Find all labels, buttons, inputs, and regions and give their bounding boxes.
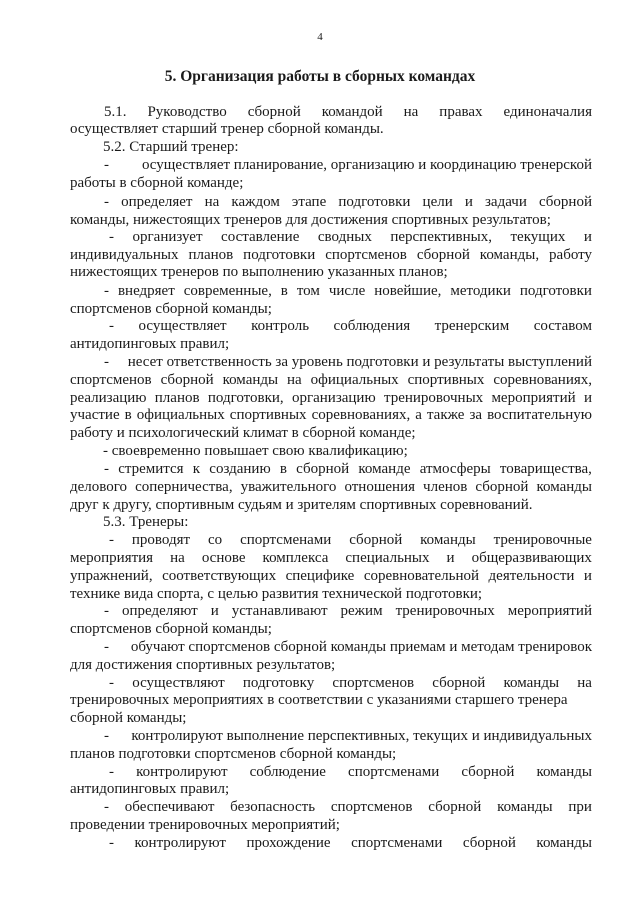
text-line: спортсменов сборной команды; bbox=[70, 621, 272, 637]
text-line: антидопинговых правил; bbox=[70, 781, 230, 797]
word: спортивных bbox=[407, 372, 485, 388]
word: со bbox=[207, 532, 223, 548]
word: подготовки bbox=[243, 247, 316, 263]
word: спортсменами bbox=[240, 532, 332, 548]
word: сборной bbox=[416, 247, 470, 263]
word: спортсменов bbox=[70, 372, 152, 388]
section-title: 5. Организация работы в сборных командах bbox=[164, 68, 476, 85]
word: текущих bbox=[510, 229, 566, 245]
text-line: команды, нижестоящих тренеров для достижения спортивных результатов; bbox=[70, 212, 551, 228]
text-line bbox=[70, 568, 592, 585]
word: планов bbox=[188, 247, 234, 263]
word: спортсменов bbox=[330, 799, 413, 815]
word: деятельности bbox=[488, 568, 575, 584]
word: а bbox=[415, 407, 422, 423]
word: атмосферы bbox=[419, 461, 491, 477]
word: - bbox=[109, 675, 114, 691]
text-line bbox=[109, 229, 592, 246]
word: и bbox=[464, 194, 473, 210]
word: соблюдение bbox=[249, 764, 326, 780]
word: в bbox=[279, 461, 287, 477]
word: сборной bbox=[432, 675, 486, 691]
text-line: - своевременно повышает свою квалификацию; bbox=[103, 443, 408, 459]
word: 5.1. bbox=[104, 104, 127, 120]
word: соответствующих bbox=[162, 568, 277, 584]
word: - bbox=[104, 194, 109, 210]
word: - bbox=[104, 354, 109, 370]
word: сборной bbox=[349, 532, 403, 548]
word: - bbox=[104, 461, 109, 477]
text-line: технике вида спорта, с целью развития технической подготовки; bbox=[70, 586, 483, 602]
word: внедряет bbox=[117, 283, 175, 299]
text-line bbox=[109, 764, 592, 781]
word: цели bbox=[422, 194, 453, 210]
text-line bbox=[70, 479, 592, 496]
word: новейшие, bbox=[374, 283, 442, 299]
word: тренировочных bbox=[383, 390, 484, 406]
word: обучают спортсменов сборной команды приемам и методам тренировок bbox=[130, 639, 592, 655]
word: товарищества, bbox=[499, 461, 592, 477]
word: команды bbox=[536, 764, 592, 780]
text-line: работу и психологический климат в сборной команде; bbox=[70, 425, 416, 441]
word: том bbox=[296, 283, 320, 299]
text-line: сборной команды; bbox=[70, 710, 187, 726]
word: тренерским bbox=[434, 318, 510, 334]
word: в bbox=[124, 407, 132, 423]
word: контролируют bbox=[136, 764, 228, 780]
word: сводных bbox=[317, 229, 372, 245]
page-number: 4 bbox=[317, 31, 323, 43]
text-line: для достижения спортивных результатов; bbox=[70, 657, 336, 673]
word: несет ответственность за уровень подготовки и результаты выступлений bbox=[127, 354, 592, 370]
word: тренировочные bbox=[493, 532, 592, 548]
text-line bbox=[109, 835, 592, 852]
word: и bbox=[583, 229, 592, 245]
word: составом bbox=[533, 318, 592, 334]
word: соблюдения bbox=[333, 318, 411, 334]
word: планов bbox=[154, 390, 200, 406]
text-line: 5.2. Старший тренер: bbox=[103, 139, 239, 155]
word: - bbox=[104, 157, 109, 173]
text-line: тренировочных мероприятиях в соответствии с указаниями старшего тренера bbox=[70, 692, 568, 708]
word: командой bbox=[321, 104, 383, 120]
word: на bbox=[577, 675, 592, 691]
word: команды bbox=[536, 835, 592, 851]
word: спортивных bbox=[229, 407, 307, 423]
word: отношения bbox=[344, 479, 415, 495]
word: работу bbox=[549, 247, 592, 263]
word: задачи bbox=[485, 194, 527, 210]
word: обеспечивают bbox=[124, 799, 215, 815]
word: осуществляет bbox=[138, 318, 227, 334]
word: подготовки bbox=[519, 283, 592, 299]
word: на bbox=[204, 194, 220, 210]
text-line bbox=[70, 550, 592, 567]
word: в bbox=[280, 283, 288, 299]
word: команды bbox=[503, 675, 560, 691]
word: Руководство bbox=[147, 104, 227, 120]
word: спортсменов bbox=[332, 675, 415, 691]
word: на bbox=[403, 104, 419, 120]
word: безопасность bbox=[230, 799, 316, 815]
word: этапе bbox=[291, 194, 327, 210]
word: проводят bbox=[131, 532, 191, 548]
word: определяют bbox=[122, 603, 198, 619]
word: спортсменами bbox=[351, 835, 443, 851]
text-line bbox=[104, 194, 592, 211]
word: команды bbox=[420, 532, 476, 548]
word: упражнений, bbox=[70, 568, 153, 584]
word: подготовки, bbox=[207, 390, 284, 406]
word: участие bbox=[70, 407, 120, 423]
word: команде bbox=[358, 461, 411, 477]
word: делового bbox=[70, 479, 128, 495]
text-line bbox=[104, 728, 592, 745]
word: официальных bbox=[136, 407, 225, 423]
word: организацию bbox=[291, 390, 376, 406]
word: и bbox=[446, 550, 455, 566]
word: - bbox=[104, 283, 109, 299]
word: воспитательную bbox=[487, 407, 592, 423]
word: сборной bbox=[428, 799, 482, 815]
text-line bbox=[104, 639, 592, 656]
word: единоначалия bbox=[503, 104, 592, 120]
word: организует bbox=[132, 229, 203, 245]
text-line: планов подготовки спортсменов сборной команды; bbox=[70, 746, 397, 762]
word: - bbox=[104, 639, 109, 655]
word: контролируют выполнение перспективных, текущих и индивидуальных bbox=[131, 728, 592, 744]
text-line bbox=[104, 603, 592, 620]
word: индивидуальных bbox=[70, 247, 179, 263]
text-line bbox=[109, 675, 592, 692]
word: правах bbox=[439, 104, 483, 120]
word: соревнованиях, bbox=[493, 372, 592, 388]
word: сборной bbox=[475, 479, 529, 495]
word: режим bbox=[340, 603, 383, 619]
word: сборной bbox=[247, 104, 301, 120]
word: тренировочных bbox=[395, 603, 495, 619]
word: числе bbox=[328, 283, 366, 299]
word: составление bbox=[221, 229, 300, 245]
word: сборной bbox=[462, 835, 516, 851]
text-line: друг к другу, спортивным судьям и зрителям спортивных соревнований. bbox=[70, 497, 533, 513]
word: специальных bbox=[345, 550, 430, 566]
word: сборной bbox=[538, 194, 592, 210]
word: осуществляет планирование, организацию и координацию тренерской bbox=[141, 157, 592, 173]
text-line bbox=[70, 247, 592, 264]
word: подготовки bbox=[338, 194, 411, 210]
text-line: 5.3. Тренеры: bbox=[103, 514, 189, 530]
text-line: работы в сборной команде; bbox=[70, 175, 244, 191]
text-line bbox=[104, 104, 592, 121]
word: команды bbox=[222, 372, 279, 388]
word: контроль bbox=[251, 318, 310, 334]
word: команды bbox=[497, 799, 553, 815]
word: и bbox=[210, 603, 219, 619]
word: - bbox=[109, 318, 114, 334]
word: устанавливают bbox=[231, 603, 328, 619]
text-line bbox=[104, 799, 592, 816]
word: также bbox=[426, 407, 465, 423]
word: при bbox=[568, 799, 592, 815]
word: основе bbox=[201, 550, 246, 566]
word: сборной bbox=[160, 372, 214, 388]
word: - bbox=[109, 229, 114, 245]
word: созданию bbox=[209, 461, 271, 477]
text-line: проведении тренировочных мероприятий; bbox=[70, 817, 340, 833]
word: сборной bbox=[461, 764, 515, 780]
word: - bbox=[109, 835, 114, 851]
word: соревнованиях, bbox=[311, 407, 411, 423]
text-line bbox=[104, 461, 592, 478]
word: определяет bbox=[121, 194, 193, 210]
word: спортсменами bbox=[348, 764, 440, 780]
word: на bbox=[287, 372, 302, 388]
text-line bbox=[70, 372, 592, 389]
word: прохождение bbox=[246, 835, 331, 851]
word: каждом bbox=[231, 194, 280, 210]
word: за bbox=[469, 407, 483, 423]
word: сборной bbox=[296, 461, 350, 477]
word: общеразвивающих bbox=[471, 550, 592, 566]
word: стремится bbox=[118, 461, 184, 477]
word: подготовку bbox=[242, 675, 315, 691]
word: к bbox=[192, 461, 201, 477]
word: современные, bbox=[183, 283, 272, 299]
word: и bbox=[583, 568, 592, 584]
word: официальных bbox=[310, 372, 399, 388]
word: уважительного bbox=[240, 479, 337, 495]
text-line bbox=[104, 157, 592, 174]
word: членов bbox=[423, 479, 468, 495]
word: - bbox=[104, 799, 109, 815]
text-line bbox=[104, 283, 592, 300]
word: - bbox=[109, 532, 114, 548]
word: команды bbox=[536, 479, 592, 495]
word: методики bbox=[450, 283, 511, 299]
word: - bbox=[104, 728, 109, 744]
word: реализацию bbox=[70, 390, 147, 406]
word: специфике bbox=[285, 568, 355, 584]
word: - bbox=[109, 764, 114, 780]
word: мероприятия bbox=[70, 550, 154, 566]
text-line: антидопинговых правил; bbox=[70, 336, 230, 352]
word: контролируют bbox=[134, 835, 226, 851]
text-line bbox=[70, 390, 592, 407]
word: и bbox=[583, 390, 592, 406]
word: мероприятий bbox=[507, 603, 592, 619]
word: комплекса bbox=[262, 550, 329, 566]
word: на bbox=[170, 550, 185, 566]
word: - bbox=[104, 603, 109, 619]
text-line bbox=[104, 354, 592, 371]
text-line: нижестоящих тренеров по выполнению указанных планов; bbox=[70, 264, 448, 280]
text-line: осуществляет старший тренер сборной команды. bbox=[70, 121, 384, 137]
word: соперничества, bbox=[135, 479, 233, 495]
word: осуществляют bbox=[132, 675, 225, 691]
text-line bbox=[109, 318, 592, 335]
word: соревновательной bbox=[363, 568, 480, 584]
word: перспективных, bbox=[390, 229, 492, 245]
text-line: спортсменов сборной команды; bbox=[70, 301, 272, 317]
text-line bbox=[70, 407, 592, 424]
word: мероприятий bbox=[491, 390, 576, 406]
word: спортсменов bbox=[325, 247, 407, 263]
word: команды, bbox=[479, 247, 540, 263]
text-line bbox=[109, 532, 592, 549]
